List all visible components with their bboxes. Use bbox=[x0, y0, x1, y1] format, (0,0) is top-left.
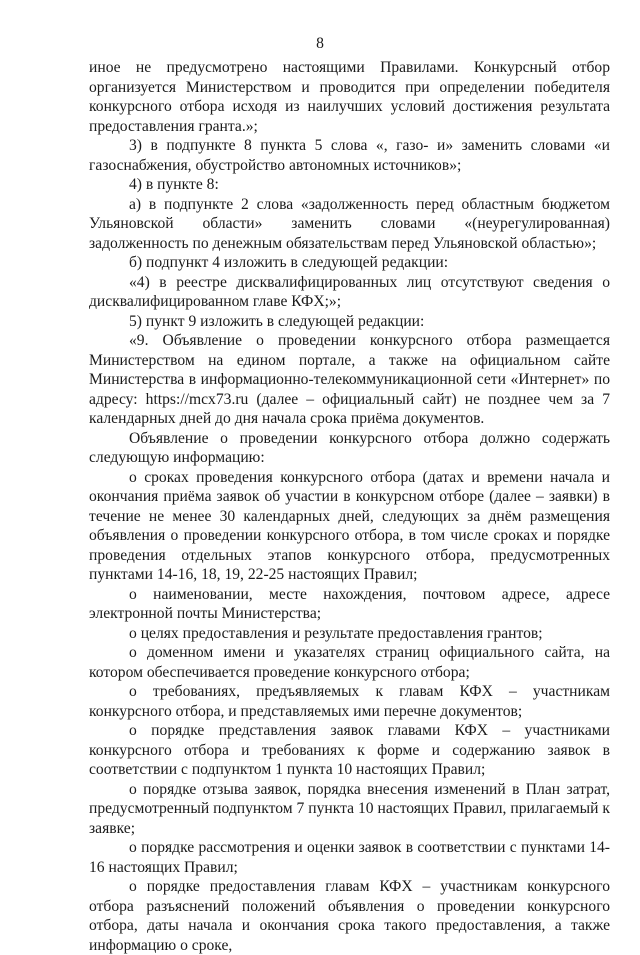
paragraph-list-item: о порядке отзыва заявок, порядка внесения изменений в План затрат, предусмотренный подпунктом 7 пункта 10 настоящих Правил, прилагаемый к заявке; bbox=[89, 780, 610, 837]
paragraph-list-item: о сроках проведения конкурсного отбора (датах и времени начала и окончания приёма заявок об участии в конкурсном отборе (далее – заявки) в течение не менее 30 календарных дней, следующих за днём размещения объявления о проведении конкурсного отбора, в том числе сроках и порядке проведения отдельных этапов конкурсного отбора, предусмотренных пунктами 14-16, 18, 19, 22-25 настоящих Правил; bbox=[89, 468, 610, 583]
paragraph-item-4: 4) в пункте 8: bbox=[129, 176, 219, 193]
document-body bbox=[89, 58, 610, 955]
paragraph-quote-9: «9. Объявление о проведении конкурсного отбора размещается Министерством на едином портале, а также на официальном сайте Министерства в информационно-телекоммуникационной сети «Интернет» по адресу: https://mcx73.ru (далее – официальный сайт) не позднее чем за 7 календарных дней до дня начала срока приёма документов. bbox=[89, 332, 610, 427]
paragraph-list-item: о порядке предоставления главам КФХ – участникам конкурсного отбора разъяснений положений объявления о проведении конкурсного отбора, даты начала и окончания срока такого предоставления, а также информацию о сроке, bbox=[89, 878, 610, 954]
paragraph-item-5: 5) пункт 9 изложить в следующей редакции: bbox=[129, 312, 425, 330]
paragraph-list-item: о порядке представления заявок главами КФХ – участниками конкурсного отбора и требованиях к форме и содержанию заявок в соответствии с подпунктом 1 пункта 10 настоящих Правил; bbox=[89, 722, 610, 778]
paragraph-subitem-a: а) в подпункте 2 слова «задолженность перед областным бюджетом Ульяновской области» заменить словами «(неурегулированная) задолженность по денежным обязательствам перед Ульяновской областью»; bbox=[89, 195, 610, 252]
paragraph-subitem-b: б) подпункт 4 изложить в следующей редакции: bbox=[129, 254, 449, 271]
paragraph-continuation: иное не предусмотрено настоящими Правилами. Конкурсный отбор организуется Министерством и проводится при определении победителя конкурсного отбора исходя из наилучших условий достижения результата предоставления гранта.»; bbox=[89, 59, 610, 135]
paragraph-list-item: о наименовании, месте нахождения, почтовом адресе, адресе электронной почты Министерства; bbox=[89, 585, 610, 622]
paragraph-list-item: о порядке рассмотрения и оценки заявок в соответствии с пунктами 14-16 настоящих Правил; bbox=[89, 839, 610, 876]
paragraph-quote-4: «4) в реестре дисквалифицированных лиц отсутствуют сведения о дисквалифицированном главе КФХ;»; bbox=[89, 273, 610, 310]
page-number: 8 bbox=[316, 35, 324, 52]
paragraph-item-3: 3) в подпункте 8 пункта 5 слова «, газо- и» заменить словами «и газоснабжения, обустройство автономных источников»; bbox=[89, 137, 610, 174]
paragraph-list-item: о доменном имени и указателях страниц официального сайта, на котором обеспечивается проведение конкурсного отбора; bbox=[89, 644, 610, 681]
paragraph-announcement-contents: Объявление о проведении конкурсного отбора должно содержать следующую информацию: bbox=[89, 429, 610, 466]
paragraph-list-item: о целях предоставления и результате предоставления грантов; bbox=[129, 624, 543, 642]
paragraph-list-item: о требованиях, предъявляемых к главам КФХ – участникам конкурсного отбора, и представляемых ими перечне документов; bbox=[89, 683, 610, 720]
